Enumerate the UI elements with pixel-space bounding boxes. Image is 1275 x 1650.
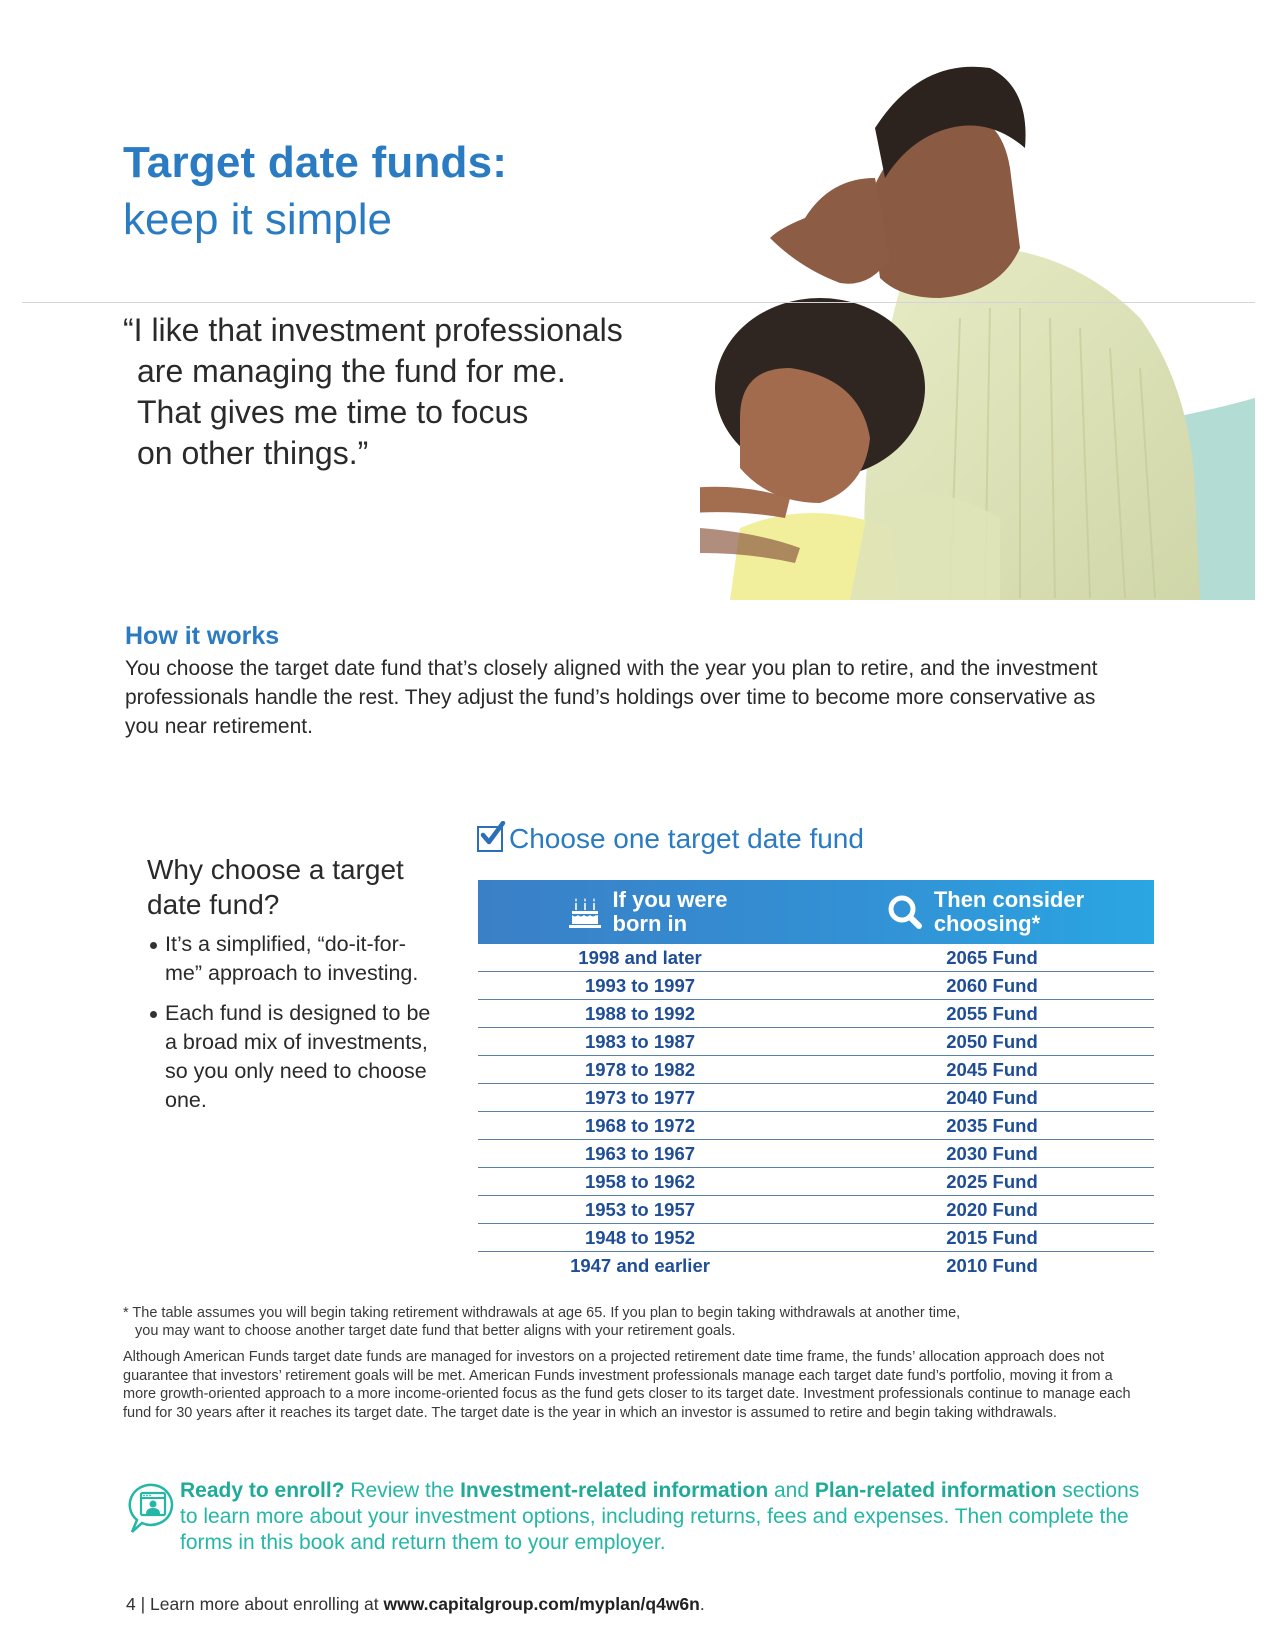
table-row (478, 972, 1154, 1000)
why-choose-heading: Why choose a target date fund? (147, 854, 404, 920)
fund-table (478, 880, 1154, 1279)
table-footnote (123, 1304, 1143, 1340)
chat-bubble-profile-icon (128, 1482, 178, 1540)
table-row (478, 1168, 1154, 1196)
column-header-born-line1: If you were (612, 887, 728, 912)
footer-separator: | (135, 1594, 151, 1614)
birth-year-cell: 1958 to 1962 (584, 1170, 696, 1192)
quote-line: are managing the fund for me. (137, 353, 566, 389)
fund-table-title (477, 823, 864, 855)
table-row (478, 1224, 1154, 1252)
column-header-born-line2: born in (612, 911, 688, 936)
birth-year-cell: 1963 to 1967 (584, 1142, 696, 1164)
table-row (478, 1056, 1154, 1084)
fund-cell: 2055 Fund (946, 1002, 1038, 1024)
fund-cell: 2040 Fund (946, 1086, 1038, 1108)
table-body (478, 944, 1154, 1279)
enroll-text: sections to learn more about your investment options, including returns, fees and expenses. Then complete the forms in this book and return them to your employer. (180, 1479, 1140, 1554)
table-row (478, 1000, 1154, 1028)
testimonial-quote (123, 310, 623, 474)
checkbox-checked-icon (477, 826, 503, 852)
search-icon (886, 893, 924, 931)
page-title: Target date funds: (123, 138, 508, 187)
quote-line: That gives me time to focus (137, 394, 529, 430)
column-header-fund (816, 880, 1154, 944)
disclaimer-text: Although American Funds target date funds are managed for investors on a projected retirement date time frame, the funds’ allocation approach does not guarantee that investors’ retirement goals will be met. American Funds investment professionals manage each target date fund’s portfolio, moving it from a more growth-oriented approach to a more income-oriented focus as the fund gets closer to its target date. Investment professionals continue to manage each fund for 30 years after it reaches its target date. The target date is the year in which an investor is assumed to retire and begin taking withdrawals. (123, 1349, 1131, 1421)
table-row (478, 1084, 1154, 1112)
enroll-lead: Ready to enroll? (180, 1479, 345, 1502)
footer-text: Learn more about enrolling at (150, 1594, 384, 1614)
footer-url-link[interactable]: www.capitalgroup.com/myplan/q4w6n (383, 1594, 700, 1614)
fund-cell: 2015 Fund (946, 1226, 1038, 1248)
quote-line: “I like that investment professionals (123, 312, 623, 348)
birth-year-cell: 1988 to 1992 (584, 1002, 696, 1024)
investment-info-reference: Investment-related information (460, 1479, 769, 1502)
list-item-text: It’s a simplified, “do-it-for-me” approach to investing. (165, 932, 419, 985)
page-footer (126, 1594, 705, 1615)
page-number: 4 (126, 1594, 136, 1614)
fund-cell: 2045 Fund (946, 1058, 1038, 1080)
fund-cell: 2030 Fund (946, 1142, 1038, 1164)
table-header (478, 880, 1154, 944)
fund-cell: 2025 Fund (946, 1170, 1038, 1192)
birth-year-cell: 1973 to 1977 (584, 1086, 696, 1108)
fund-cell: 2065 Fund (946, 946, 1038, 968)
father-daughter-photo (700, 58, 1255, 600)
hero-photo (700, 58, 1255, 600)
plan-info-reference: Plan-related information (814, 1479, 1057, 1502)
fund-cell: 2050 Fund (946, 1030, 1038, 1052)
how-it-works-heading: How it works (125, 622, 280, 650)
list-item (150, 999, 440, 1115)
table-row (478, 1252, 1154, 1279)
footnote-line: you may want to choose another target date fund that better aligns with your retirement goals. (135, 1323, 736, 1339)
birth-year-cell: 1998 and later (578, 946, 702, 968)
fund-cell: 2035 Fund (946, 1114, 1038, 1136)
table-row (478, 944, 1154, 972)
section-divider (22, 302, 1255, 303)
fund-cell: 2020 Fund (946, 1198, 1038, 1220)
fund-cell: 2060 Fund (946, 974, 1038, 996)
column-header-born (478, 880, 816, 944)
how-it-works-body: You choose the target date fund that’s closely aligned with the year you plan to retire, and the investment professionals handle the rest. They adjust the fund’s holdings over time to become more conservative as you near retirement. (125, 657, 1098, 738)
birth-year-cell: 1947 and earlier (570, 1254, 710, 1276)
column-header-fund-line1: Then consider (933, 887, 1085, 912)
birth-year-cell: 1983 to 1987 (584, 1030, 696, 1052)
enroll-text: and (768, 1479, 815, 1502)
quote-line: on other things.” (137, 435, 369, 471)
birth-year-cell: 1968 to 1972 (584, 1114, 696, 1136)
table-row (478, 1028, 1154, 1056)
list-item (150, 930, 440, 988)
fund-table-title-text: Choose one target date fund (509, 823, 864, 854)
birthday-cake-icon (567, 894, 603, 930)
column-header-fund-line2: choosing* (933, 911, 1041, 936)
ready-to-enroll (180, 1478, 1140, 1556)
page-subtitle: keep it simple (123, 195, 393, 244)
table-row (478, 1112, 1154, 1140)
fund-cell: 2010 Fund (946, 1254, 1038, 1276)
table-row (478, 1140, 1154, 1168)
birth-year-cell: 1993 to 1997 (584, 974, 696, 996)
table-row (478, 1196, 1154, 1224)
why-choose-list (150, 930, 440, 1126)
footnote-line: * The table assumes you will begin taking retirement withdrawals at age 65. If you plan to begin taking withdrawals at another time, (123, 1305, 961, 1321)
list-item-text: Each fund is designed to be a broad mix of investments, so you only need to choose one. (165, 1001, 431, 1112)
bullet-icon (150, 942, 157, 949)
birth-year-cell: 1978 to 1982 (584, 1058, 696, 1080)
birth-year-cell: 1953 to 1957 (584, 1198, 696, 1220)
footer-end: . (699, 1594, 705, 1614)
bullet-icon (150, 1011, 157, 1018)
birth-year-cell: 1948 to 1952 (584, 1226, 696, 1248)
enroll-text: Review the (344, 1479, 461, 1502)
